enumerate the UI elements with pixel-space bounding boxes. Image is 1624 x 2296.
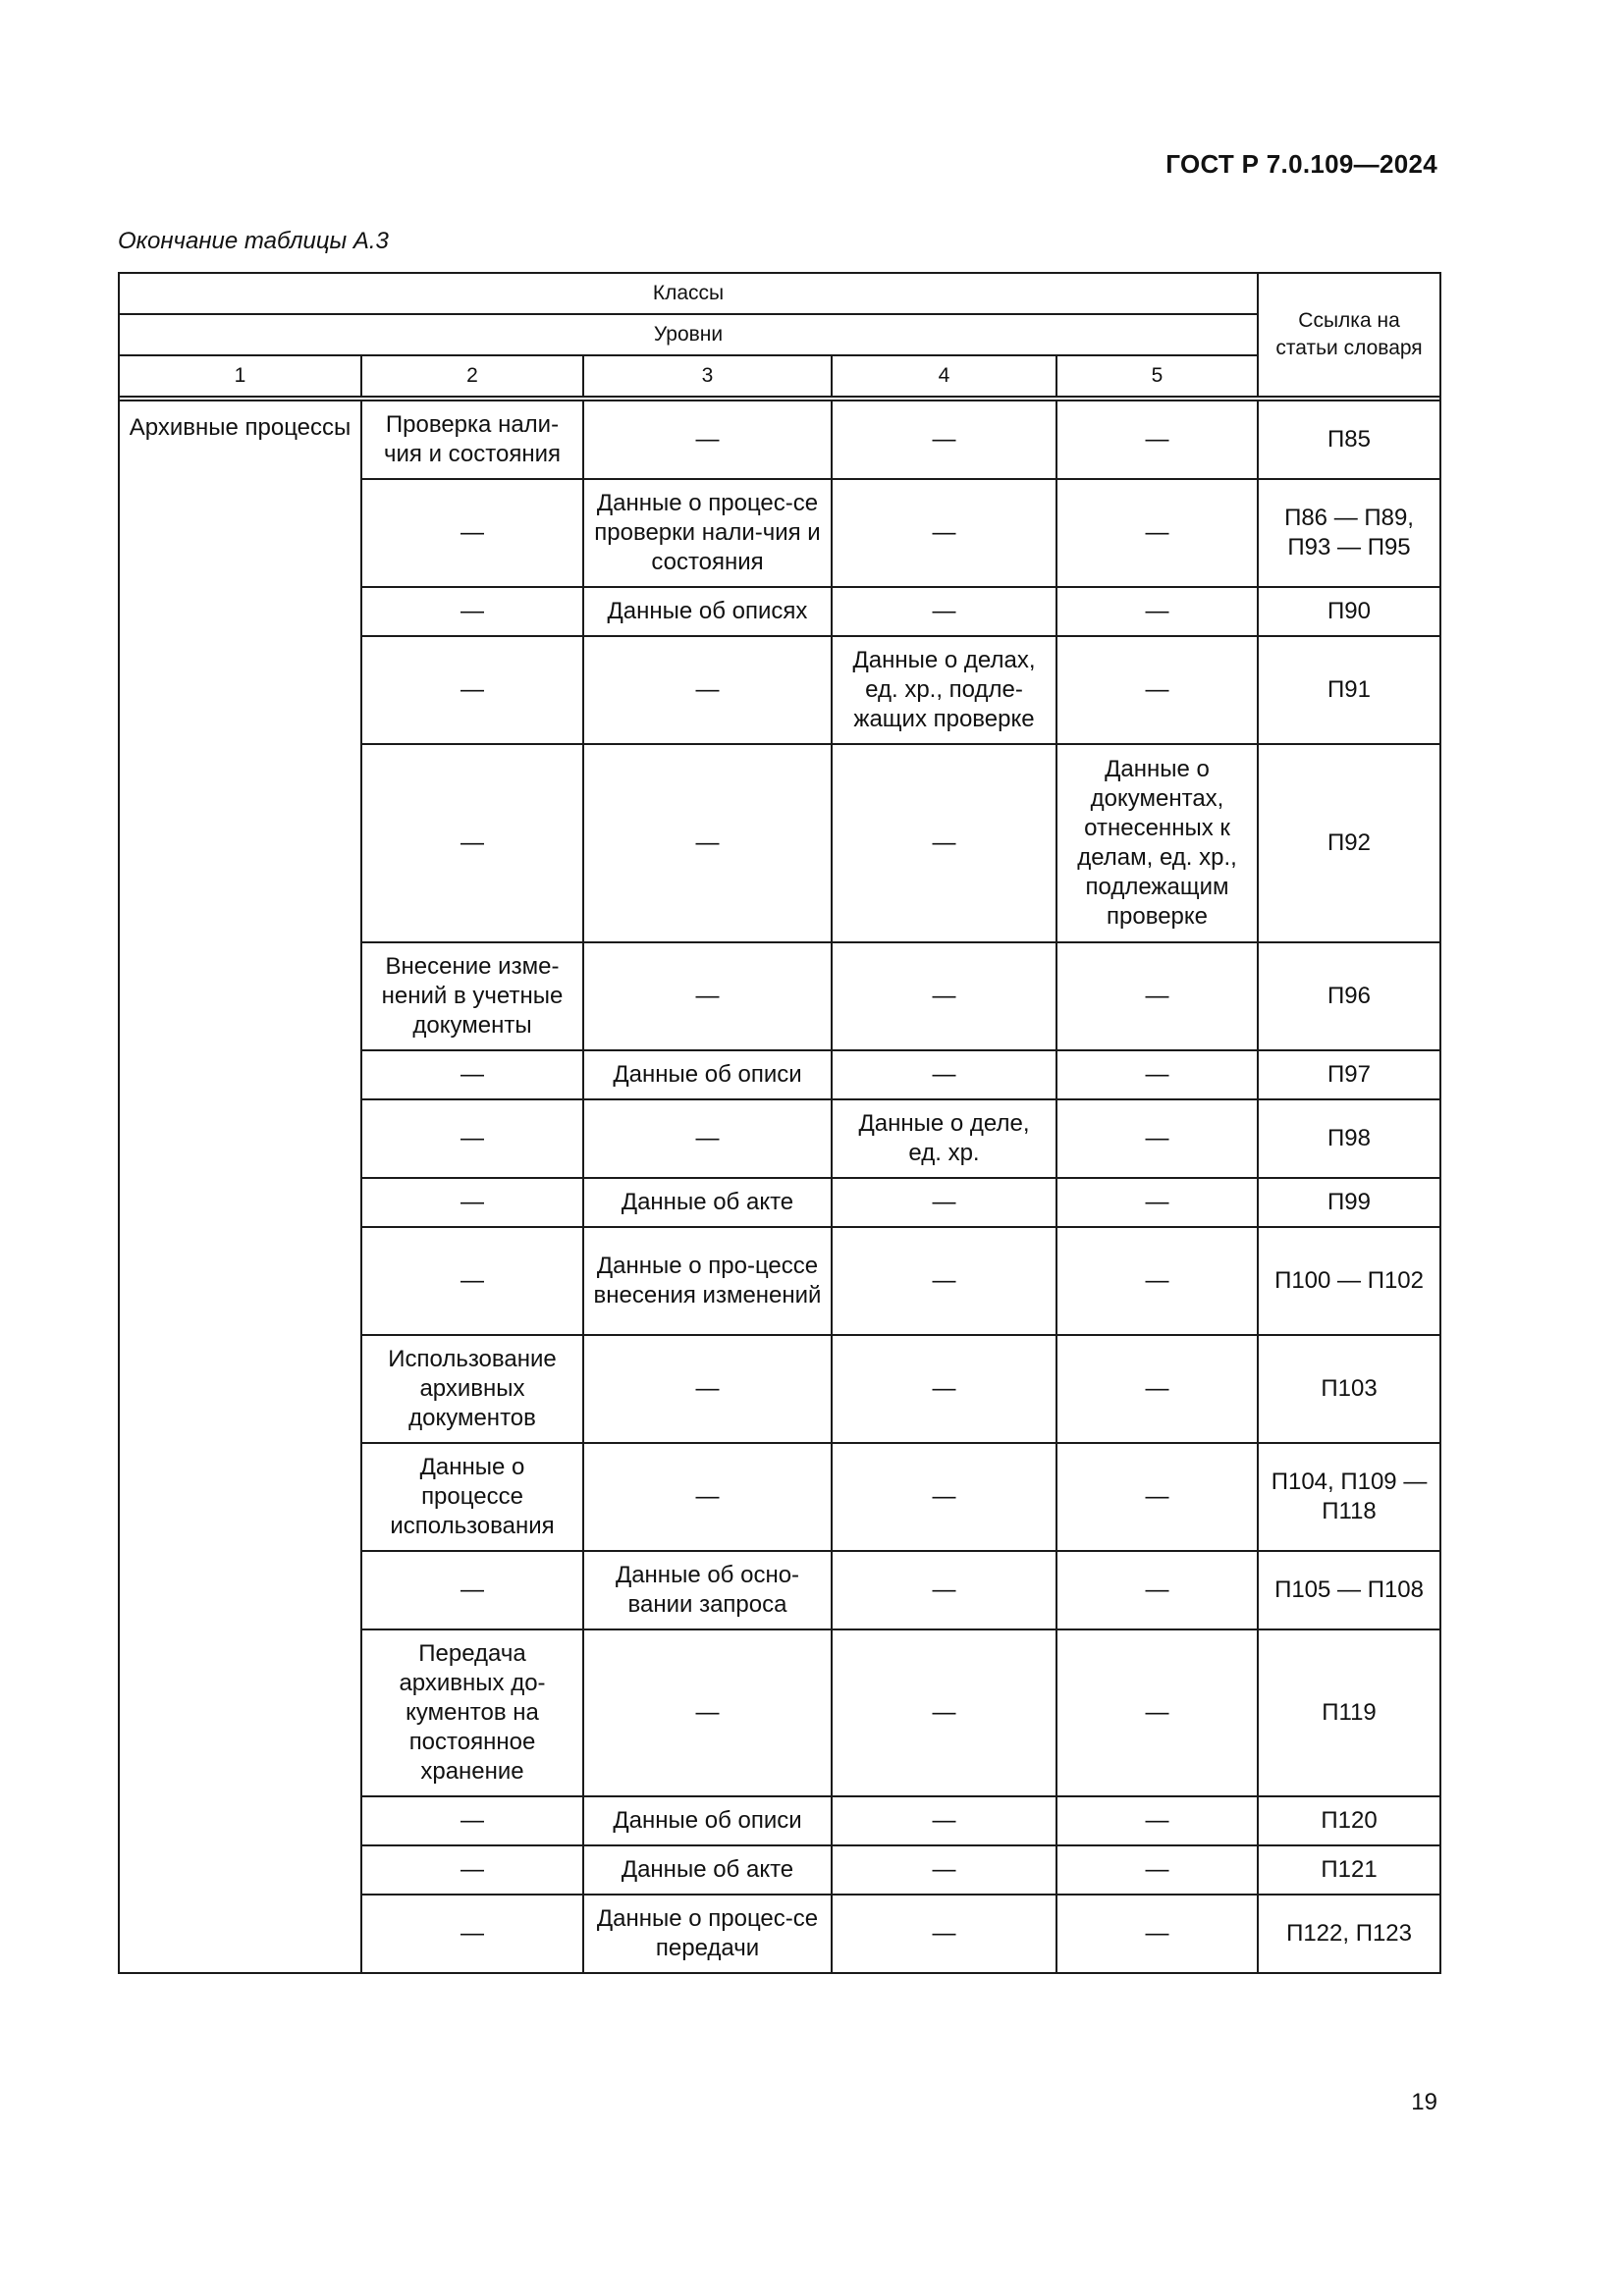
level-cell: —	[832, 587, 1056, 636]
reference-cell: П85	[1258, 400, 1440, 479]
reference-cell: П122, П123	[1258, 1895, 1440, 1973]
level-cell: Проверка нали-чия и состояния	[361, 400, 583, 479]
reference-header: Ссылка на статьи словаря	[1258, 273, 1440, 397]
classification-table	[118, 272, 1441, 1974]
level-cell: —	[832, 1335, 1056, 1443]
level-cell: —	[832, 1227, 1056, 1335]
level-cell: —	[583, 1443, 832, 1551]
reference-cell: П104, П109 — П118	[1258, 1443, 1440, 1551]
level-cell: —	[832, 479, 1056, 587]
level-cell: —	[1056, 1895, 1258, 1973]
level-cell: —	[361, 479, 583, 587]
level-cell: —	[1056, 1629, 1258, 1796]
level-number: 3	[583, 355, 832, 397]
level-cell: Данные об осно-вании запроса	[583, 1551, 832, 1629]
level-cell: —	[1056, 1335, 1258, 1443]
level-cell: —	[361, 636, 583, 744]
level-cell: Использование архивных документов	[361, 1335, 583, 1443]
level-cell: —	[1056, 400, 1258, 479]
level-cell: —	[832, 1050, 1056, 1099]
level-cell: —	[1056, 1099, 1258, 1178]
reference-cell: П98	[1258, 1099, 1440, 1178]
level-cell: —	[1056, 1551, 1258, 1629]
level-cell: —	[361, 1895, 583, 1973]
reference-cell: П100 — П102	[1258, 1227, 1440, 1335]
level-cell: —	[832, 1895, 1056, 1973]
level-cell: Данные об описи	[583, 1796, 832, 1845]
reference-cell: П91	[1258, 636, 1440, 744]
level-cell: —	[361, 1050, 583, 1099]
classes-header: Классы	[119, 273, 1258, 314]
standard-designation: ГОСТ Р 7.0.109—2024	[1165, 149, 1437, 179]
level-cell: Данные об описях	[583, 587, 832, 636]
level-cell: —	[832, 1551, 1056, 1629]
level-cell: —	[1056, 587, 1258, 636]
level-cell: Данные о процес-се передачи	[583, 1895, 832, 1973]
level-cell: Данные о про-цессе внесения изменений	[583, 1227, 832, 1335]
reference-cell: П121	[1258, 1845, 1440, 1895]
level-cell: —	[361, 1551, 583, 1629]
level-cell: Данные об акте	[583, 1178, 832, 1227]
level-cell: Данные о процес-се проверки нали-чия и состояния	[583, 479, 832, 587]
level-number: 2	[361, 355, 583, 397]
level-cell: —	[832, 400, 1056, 479]
level-cell: —	[832, 942, 1056, 1050]
reference-cell: П86 — П89, П93 — П95	[1258, 479, 1440, 587]
level-cell: Данные о документах, отнесенных к делам, ед. хр., подлежащим проверке	[1056, 744, 1258, 942]
level-cell: —	[1056, 1178, 1258, 1227]
table-row	[119, 400, 1440, 479]
level-cell: —	[832, 1629, 1056, 1796]
level-cell: Данные о делах, ед. хр., подле-жащих проверке	[832, 636, 1056, 744]
reference-cell: П96	[1258, 942, 1440, 1050]
levels-header: Уровни	[119, 314, 1258, 355]
level-cell: Данные о процессе использования	[361, 1443, 583, 1551]
level-cell: Данные о деле, ед. хр.	[832, 1099, 1056, 1178]
level-cell: —	[1056, 1796, 1258, 1845]
level-cell: Данные об описи	[583, 1050, 832, 1099]
reference-cell: П103	[1258, 1335, 1440, 1443]
level-cell: —	[1056, 942, 1258, 1050]
level-cell: —	[361, 1227, 583, 1335]
reference-cell: П90	[1258, 587, 1440, 636]
reference-cell: П119	[1258, 1629, 1440, 1796]
level-cell: —	[832, 1845, 1056, 1895]
reference-cell: П99	[1258, 1178, 1440, 1227]
level-number: 5	[1056, 355, 1258, 397]
level-cell: —	[583, 1099, 832, 1178]
class-cell: Архивные процессы	[119, 400, 361, 1973]
level-cell: —	[361, 1099, 583, 1178]
level-cell: Внесение изме-нений в учетные документы	[361, 942, 583, 1050]
table-caption: Окончание таблицы А.3	[118, 228, 389, 254]
level-cell: —	[361, 1845, 583, 1895]
level-cell: —	[361, 744, 583, 942]
level-cell: —	[1056, 1227, 1258, 1335]
level-cell: —	[832, 744, 1056, 942]
reference-cell: П105 — П108	[1258, 1551, 1440, 1629]
level-cell: —	[583, 942, 832, 1050]
level-cell: —	[1056, 1050, 1258, 1099]
level-cell: Передача архивных до-кументов на постоянное хранение	[361, 1629, 583, 1796]
level-cell: —	[832, 1443, 1056, 1551]
level-cell: —	[832, 1178, 1056, 1227]
level-cell: —	[1056, 479, 1258, 587]
level-cell: —	[361, 1796, 583, 1845]
level-number: 1	[119, 355, 361, 397]
reference-cell: П92	[1258, 744, 1440, 942]
level-cell: Данные об акте	[583, 1845, 832, 1895]
level-cell: —	[832, 1796, 1056, 1845]
level-cell: —	[361, 1178, 583, 1227]
level-cell: —	[583, 1629, 832, 1796]
reference-cell: П120	[1258, 1796, 1440, 1845]
level-cell: —	[1056, 636, 1258, 744]
page-number: 19	[1411, 2089, 1437, 2115]
level-cell: —	[1056, 1443, 1258, 1551]
level-cell: —	[361, 587, 583, 636]
level-cell: —	[583, 744, 832, 942]
level-cell: —	[583, 400, 832, 479]
level-cell: —	[583, 1335, 832, 1443]
reference-cell: П97	[1258, 1050, 1440, 1099]
level-number: 4	[832, 355, 1056, 397]
level-cell: —	[583, 636, 832, 744]
level-cell: —	[1056, 1845, 1258, 1895]
